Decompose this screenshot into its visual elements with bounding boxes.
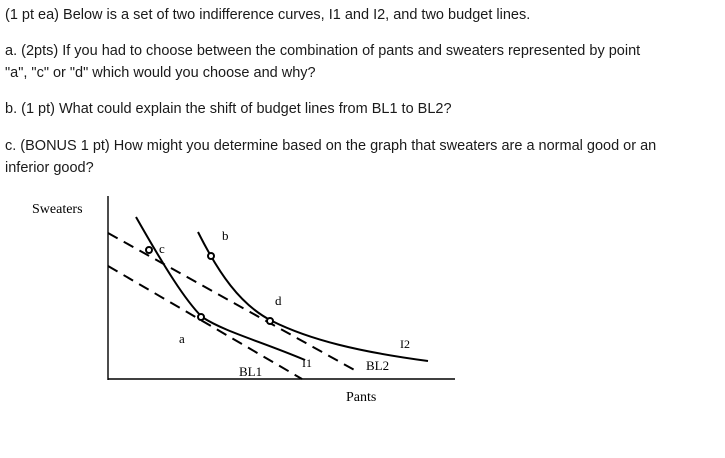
point-a-label: a (179, 331, 185, 346)
y-axis-label: Sweaters (32, 202, 83, 217)
point-b-marker (208, 253, 214, 259)
point-b-label: b (222, 228, 229, 243)
budget-line-label-BL2: BL2 (366, 358, 390, 373)
budget-line-label-BL1: BL1 (239, 364, 263, 379)
curve-label-I1: I1 (302, 356, 312, 370)
point-d-marker (267, 318, 273, 324)
question-c-line2: inferior good? (5, 160, 94, 176)
budget-line-2 (108, 233, 358, 372)
question-a-line1: a. (2pts) If you had to choose between the combination of pants and sweaters represented by point (5, 43, 641, 59)
point-c-marker (146, 247, 152, 253)
indifference-curve-1 (136, 217, 305, 360)
indifference-curve-2 (198, 232, 428, 361)
point-a-marker (198, 314, 204, 320)
point-d-label: d (275, 293, 282, 308)
question-b: b. (1 pt) What could explain the shift of budget lines from BL1 to BL2? (5, 101, 452, 117)
question-a-line2: "a", "c" or "d" which would you choose and why? (5, 65, 316, 81)
question-c-line1: c. (BONUS 1 pt) How might you determine based on the graph that sweaters are a normal good or an (5, 138, 657, 154)
curve-label-I2: I2 (400, 337, 410, 351)
question-intro: (1 pt ea) Below is a set of two indifference curves, I1 and I2, and two budget lines. (5, 7, 531, 23)
x-axis-label: Pants (346, 390, 377, 405)
point-c-label: c (159, 241, 165, 256)
